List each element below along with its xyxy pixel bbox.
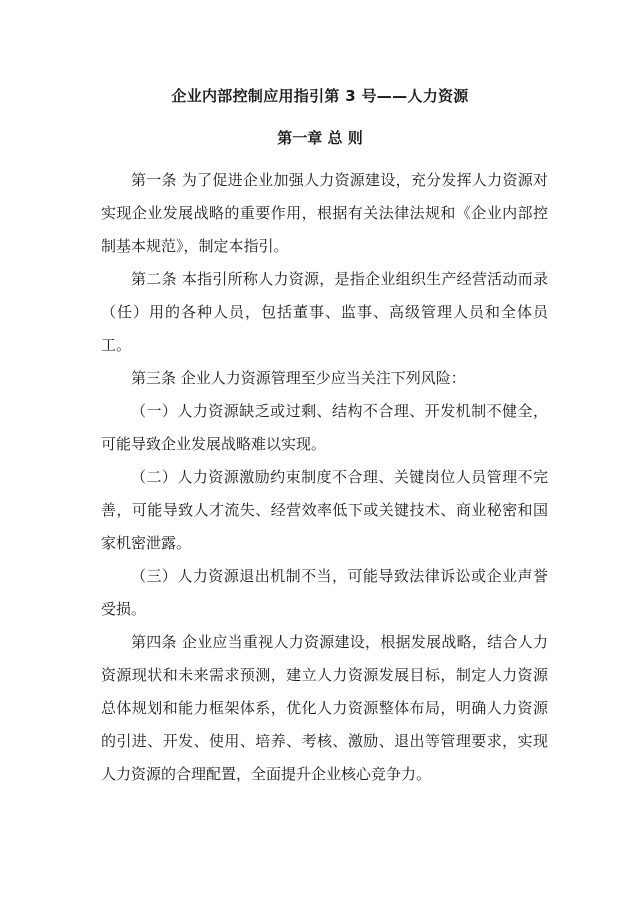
article-4-paragraph: 第四条 企业应当重视人力资源建设，根据发展战略，结合人力资源现状和未来需求预测，建立人力资源发展目标，制定人力资源总体规划和能力框架体系，优化人力资源整体布局，明确人力资源的引进、开发、使用、培养、考核、激励、退出等管理要求，实现人力资源的合理配置，全面提升企业核心竞争力。 — [101, 633, 548, 783]
document-body — [101, 164, 548, 791]
document-title: 企业内部控制应用指引第 3 号——人力资源 — [171, 87, 469, 105]
article-3-paragraph: 第三条 企业人力资源管理至少应当关注下列风险： — [131, 369, 466, 387]
risk-item-3-paragraph: （三）人力资源退出机制不当，可能导致法律诉讼或企业声誉受损。 — [101, 567, 548, 618]
article-2-paragraph: 第二条 本指引所称人力资源，是指企业组织生产经营活动而录（任）用的各种人员，包括董事、监事、高级管理人员和全体员工。 — [101, 270, 548, 354]
chapter-title: 第一章 总 则 — [277, 129, 363, 147]
risk-item-1-paragraph: （一）人力资源缺乏或过剩、结构不合理、开发机制不健全，可能导致企业发展战略难以实现。 — [101, 402, 548, 453]
article-1-paragraph: 第一条 为了促进企业加强人力资源建设，充分发挥人力资源对实现企业发展战略的重要作用，根据有关法律法规和《企业内部控制基本规范》，制定本指引。 — [101, 171, 548, 255]
risk-item-2-paragraph: （二）人力资源激励约束制度不合理、关键岗位人员管理不完善，可能导致人才流失、经营效率低下或关键技术、商业秘密和国家机密泄露。 — [101, 468, 548, 552]
